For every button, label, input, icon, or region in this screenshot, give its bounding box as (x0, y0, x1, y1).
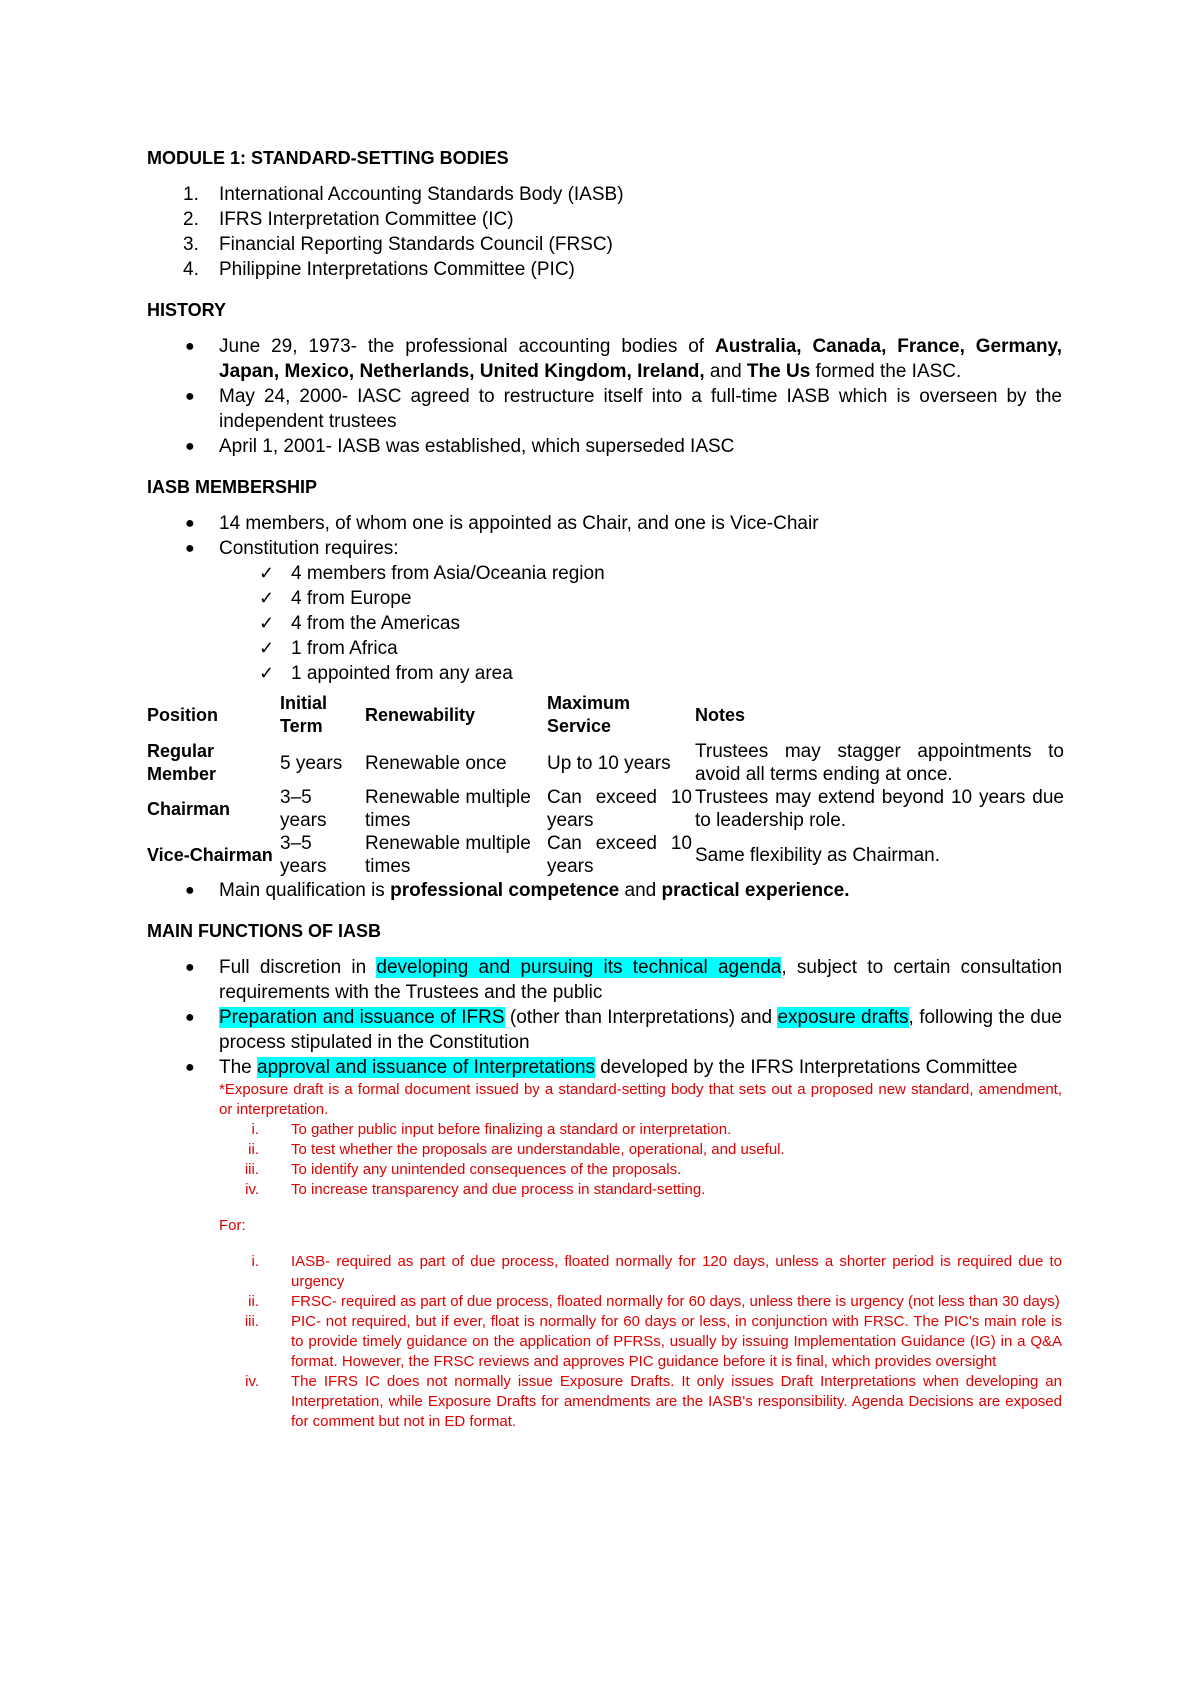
list-item (219, 1180, 1062, 1200)
list-number: iv. (245, 1181, 259, 1198)
list-text: 14 members, of whom one is appointed as Chair, and one is Vice-Chair (219, 513, 819, 534)
table-row (146, 740, 1066, 786)
list-text: 1 from Africa (291, 638, 398, 659)
bullet-icon: ● (185, 1059, 195, 1076)
list-item (147, 232, 1062, 257)
list-number: 1. (183, 184, 199, 205)
bullet-icon: ● (185, 515, 195, 532)
for-label: For: (219, 1217, 246, 1234)
membership-table (146, 690, 1066, 878)
list-item (147, 434, 1062, 459)
list-text: International Accounting Standards Body (IASB) (219, 184, 624, 205)
qualification-list (147, 878, 1062, 903)
list-text: IASB- required as part of due process, floated normally for 120 days, unless a shorter period is required due to urgency (291, 1253, 1062, 1290)
table-cell: Renewable multiple times (365, 833, 531, 877)
checkmark-icon: ✓ (259, 588, 275, 608)
competence-bold: professional competence (390, 880, 620, 901)
functions-list (147, 955, 1062, 1080)
list-item (147, 611, 1062, 636)
list-number: iv. (245, 1373, 259, 1390)
list-text: April 1, 2001- IASB was established, which superseded IASC (219, 436, 735, 457)
list-text: To gather public input before finalizing a standard or interpretation. (291, 1121, 732, 1138)
highlighted-text: approval and issuance of Interpretations (257, 1057, 596, 1078)
list-item (219, 1252, 1062, 1292)
list-text: To identify any unintended consequences of the proposals. (291, 1161, 682, 1178)
list-item (147, 1005, 1062, 1055)
list-item (219, 1312, 1062, 1372)
us-bold: The Us (746, 361, 811, 382)
bullet-icon: ● (185, 959, 195, 976)
module-title: MODULE 1: STANDARD-SETTING BODIES (147, 148, 509, 168)
table-cell: Can exceed 10 years (547, 787, 692, 831)
list-item (147, 636, 1062, 661)
list-text: FRSC- required as part of due process, floated normally for 60 days, unless there is urgency (not less than 30 days) (291, 1293, 1060, 1310)
table-row (146, 832, 1066, 878)
text-run: (other than Interpretations) and (504, 1007, 778, 1028)
list-item (147, 511, 1062, 536)
list-text: 1 appointed from any area (291, 663, 513, 684)
membership-list (147, 511, 1062, 561)
list-item (147, 561, 1062, 586)
table-cell: Regular Member (147, 741, 217, 784)
text-run: and (704, 361, 747, 382)
table-cell: 3–5 years (280, 787, 327, 831)
list-text: The IFRS IC does not normally issue Exposure Drafts. It only issues Draft Interpretations when developing an Interpretation, while Exposure Drafts for amendments are the IASB's responsibility. Agenda Decisions are exposed for comment but not in ED format. (291, 1373, 1062, 1430)
text-run: and (619, 880, 662, 901)
checkmark-icon: ✓ (259, 613, 275, 633)
list-text: 4 members from Asia/Oceania region (291, 563, 605, 584)
exposure-draft-note: *Exposure draft is a formal document issued by a standard-setting body that sets out a proposed new standard, amendment, or interpretation. (219, 1081, 1062, 1118)
list-item (219, 1160, 1062, 1180)
bullet-icon: ● (185, 540, 195, 557)
list-number: iii. (244, 1161, 259, 1178)
text-run: Full discretion in (219, 957, 377, 978)
bullet-icon: ● (185, 882, 195, 899)
list-text: 4 from the Americas (291, 613, 460, 634)
list-text: May 24, 2000- IASC agreed to restructure itself into a full-time IASB which is overseen by the independent trustees (219, 386, 1062, 432)
text-run: The (219, 1057, 258, 1078)
table-header-row (146, 690, 1066, 740)
column-header: Notes (695, 704, 746, 725)
table-cell: Vice-Chairman (147, 844, 273, 865)
document-content (147, 146, 1062, 1432)
table-cell: Chairman (147, 798, 231, 819)
list-number: ii. (248, 1293, 259, 1310)
table-cell: Trustees may extend beyond 10 years due to leadership role. (695, 787, 1064, 831)
list-item (147, 955, 1062, 1005)
bullet-icon: ● (185, 388, 195, 405)
regions-list (147, 561, 1062, 686)
table-cell: 3–5 years (280, 833, 327, 877)
membership-heading: IASB MEMBERSHIP (147, 477, 318, 497)
highlighted-text: developing and pursuing its technical agenda (376, 957, 782, 978)
highlighted-text: Preparation and issuance of IFRS (219, 1007, 505, 1028)
experience-bold: practical experience. (661, 880, 850, 901)
checkmark-icon: ✓ (259, 563, 275, 583)
bullet-icon: ● (185, 438, 195, 455)
list-number: ii. (248, 1141, 259, 1158)
list-item (147, 536, 1062, 561)
bullet-icon: ● (185, 1009, 195, 1026)
list-number: 2. (183, 209, 199, 230)
list-item (147, 878, 1062, 903)
bullet-icon: ● (185, 338, 195, 355)
list-item (147, 207, 1062, 232)
list-item (219, 1372, 1062, 1432)
highlighted-text: exposure drafts (777, 1007, 909, 1028)
list-text: Philippine Interpretations Committee (PIC) (219, 259, 575, 280)
list-item (147, 334, 1062, 384)
column-header: Initial Term (280, 693, 328, 736)
text-run: , subject to certain consultation requirements with the Trustees and the public (219, 957, 1063, 1003)
text-run: developed by the IFRS Interpretations Committee (595, 1057, 1018, 1078)
table-cell: Can exceed 10 years (547, 833, 692, 877)
list-text: 4 from Europe (291, 588, 412, 609)
history-list (147, 334, 1062, 459)
list-item (147, 586, 1062, 611)
checkmark-icon: ✓ (259, 638, 275, 658)
text-run: , following the due process stipulated in the Constitution (219, 1007, 1062, 1053)
bodies-list (147, 182, 1062, 282)
list-item (219, 1292, 1062, 1312)
list-text: Financial Reporting Standards Council (FRSC) (219, 234, 613, 255)
list-text: To increase transparency and due process in standard-setting. (291, 1181, 706, 1198)
countries-bold: Australia, Canada, France, Germany, Japan, Mexico, Netherlands, United Kingdom, Ireland, (219, 336, 1062, 382)
list-number: 4. (183, 259, 199, 280)
column-header: Renewability (365, 704, 476, 725)
bodies-notes-list (147, 1252, 1062, 1432)
text-run: June 29, 1973- the professional accounting bodies of (219, 336, 715, 357)
history-heading: HISTORY (147, 300, 227, 320)
list-item (147, 257, 1062, 282)
functions-heading: MAIN FUNCTIONS OF IASB (147, 921, 381, 941)
list-number: 3. (183, 234, 199, 255)
list-text: IFRS Interpretation Committee (IC) (219, 209, 514, 230)
text-run: Main qualification is (219, 880, 391, 901)
table-cell: 5 years (280, 752, 343, 774)
list-number: i. (251, 1253, 259, 1270)
checkmark-icon: ✓ (259, 663, 275, 683)
list-item (219, 1120, 1062, 1140)
list-text: To test whether the proposals are understandable, operational, and useful. (291, 1141, 785, 1158)
column-header: Maximum Service (547, 693, 631, 736)
table-cell: Renewable multiple times (365, 787, 531, 831)
column-header: Position (147, 704, 218, 725)
list-item (147, 384, 1062, 434)
table-cell: Renewable once (365, 752, 507, 774)
table-cell: Same flexibility as Chairman. (695, 844, 940, 866)
table-cell: Up to 10 years (547, 752, 671, 774)
text-run: formed the IASC. (810, 361, 962, 382)
list-item (219, 1140, 1062, 1160)
list-number: iii. (244, 1313, 259, 1330)
list-item (147, 661, 1062, 686)
list-item (147, 182, 1062, 207)
list-item (147, 1055, 1062, 1080)
table-row (146, 786, 1066, 832)
table-cell: Trustees may stagger appointments to avoid all terms ending at once. (695, 741, 1064, 785)
purposes-list (147, 1120, 1062, 1200)
list-text: Constitution requires: (219, 538, 399, 559)
list-text: PIC- not required, but if ever, float is normally for 60 days or less, in conjunction with FRSC. The PIC's main role is to provide timely guidance on the application of PFRSs, usually by issuing Implementation Guidance (IG) in a Q&A format. However, the FRSC reviews and approves PIC guidance before it is final, which provides oversight (291, 1313, 1062, 1370)
list-number: i. (251, 1121, 259, 1138)
